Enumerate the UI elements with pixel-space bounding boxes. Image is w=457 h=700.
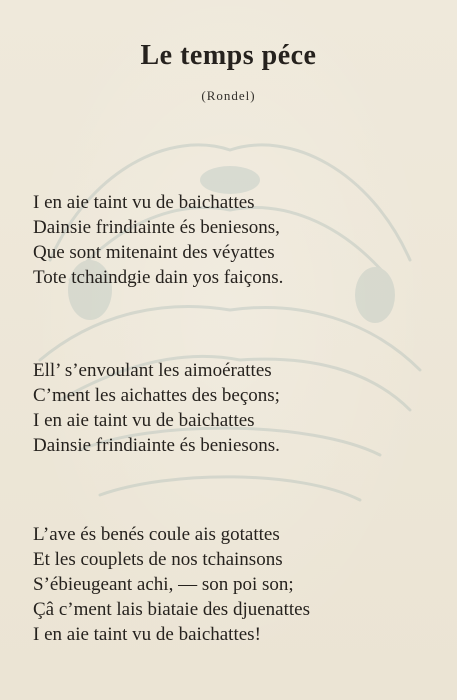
poem-title: Le temps péce	[140, 40, 317, 71]
background-illustration	[10, 110, 447, 530]
verse-line: Et les couplets de nos tchainsons	[33, 549, 283, 570]
verse-line: L’ave és benés coule ais gotattes	[33, 524, 280, 545]
stanza-3	[33, 522, 433, 647]
verse-line: S’ébieugeant achi, — son poi son;	[33, 574, 294, 595]
verse-line: I en aie taint vu de baichattes	[33, 192, 255, 213]
verse-line: C’ment les aichattes des beçons;	[33, 385, 280, 406]
poem-subtitle: (Rondel)	[201, 88, 256, 103]
verse-line: I en aie taint vu de baichattes!	[33, 624, 261, 645]
stanza-1	[33, 190, 433, 290]
verse-line: I en aie taint vu de baichattes	[33, 410, 255, 431]
verse-line: Çâ c’ment lais biataie des djuenattes	[33, 599, 310, 620]
verse-line: Tote tchaindgie dain yos faiçons.	[33, 267, 284, 288]
stanza-2	[33, 358, 433, 458]
verse-line: Dainsie frindiainte és beniesons.	[33, 435, 280, 456]
verse-line: Ell’ s’envoulant les aimoérattes	[33, 360, 272, 381]
verse-line: Dainsie frindiainte és beniesons,	[33, 217, 280, 238]
verse-line: Que sont mitenaint des véyattes	[33, 242, 275, 263]
